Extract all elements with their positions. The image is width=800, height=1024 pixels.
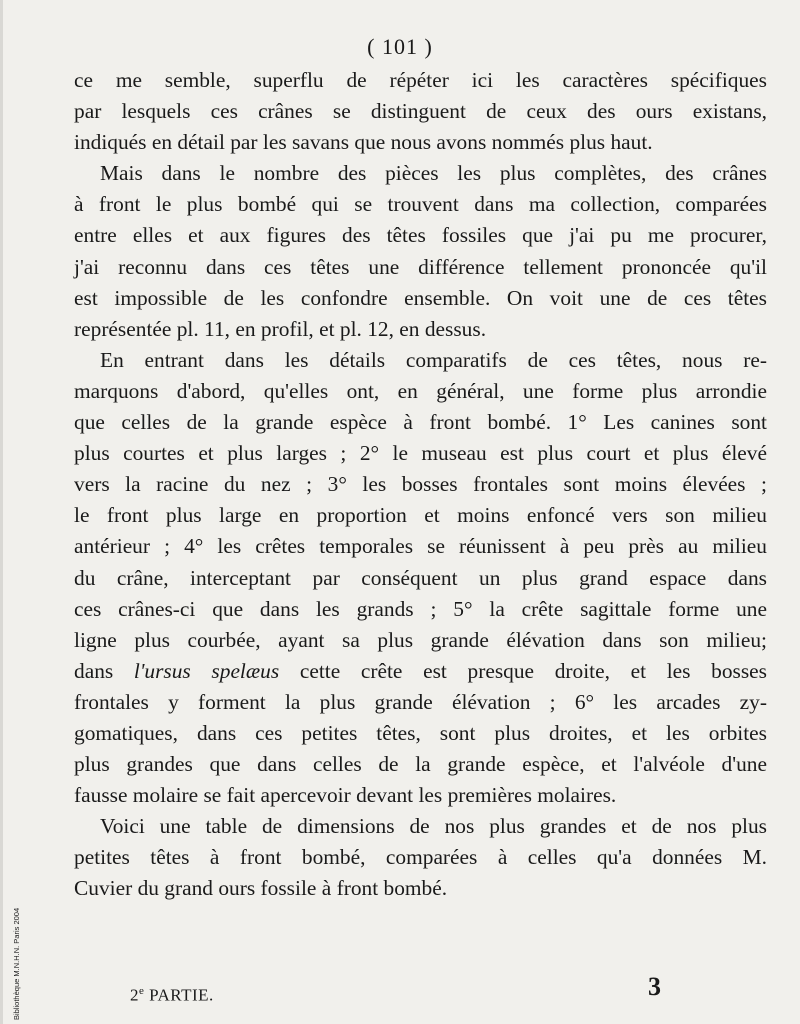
body-text — [74, 65, 767, 905]
text-line: Mais dans le nombre des pièces les plus complètes, des crânes — [100, 161, 767, 186]
text-line: le front plus large en proportion et moins enfoncé vers son milieu — [74, 503, 767, 528]
text-line: ligne plus courbée, ayant sa plus grande élévation dans son milieu; — [74, 627, 767, 652]
signature-label: PARTIE. — [144, 985, 214, 1005]
text-line: que celles de la grande espèce à front bombé. 1° Les canines sont — [74, 410, 767, 435]
library-credit — [0, 880, 21, 1020]
text-line: entre elles et aux figures des têtes fossiles que j'ai pu me procurer, — [74, 223, 767, 248]
text-line: petites têtes à front bombé, comparées à celles qu'a données M. — [74, 845, 767, 870]
text-line: du crâne, interceptant par conséquent un plus grand espace dans — [74, 565, 767, 590]
page-number: ( 101 ) — [367, 34, 433, 59]
text-line: indiqués en détail par les savans que nous avons nommés plus haut. — [74, 130, 653, 155]
text-line: marquons d'abord, qu'elles ont, en général, une forme plus arrondie — [74, 378, 767, 403]
text-line: plus grandes que dans celles de la grande espèce, et l'alvéole d'une — [74, 752, 767, 777]
signature-mark — [130, 985, 214, 1006]
text-line: ces crânes-ci que dans les grands ; 5° la crête sagittale forme une — [74, 596, 767, 621]
text-line: à front le plus bombé qui se trouvent dans ma collection, comparées — [74, 192, 767, 217]
text-line: par lesquels ces crânes se distinguent de ceux des ours existans, — [74, 99, 767, 124]
text-line: Cuvier du grand ours fossile à front bombé. — [74, 876, 448, 901]
page-edge-shadow — [0, 0, 3, 1024]
gathering-number: 3 — [648, 972, 661, 1001]
text-line: gomatiques, dans ces petites têtes, sont plus droites, et les orbites — [74, 720, 767, 745]
text-line: est impossible de les confondre ensemble. On voit une de ces têtes — [74, 285, 767, 310]
text-line: représentée pl. 11, en profil, et pl. 12, en dessus. — [74, 316, 487, 341]
text-line: j'ai reconnu dans ces têtes une différence tellement prononcée qu'il — [74, 254, 767, 279]
signature-number: 2 — [130, 985, 139, 1005]
text-line: ce me semble, superflu de répéter ici les caractères spécifiques — [74, 68, 767, 92]
text-line: Voici une table de dimensions de nos plus grandes et de nos plus — [100, 814, 767, 839]
text-line: antérieur ; 4° les crêtes temporales se réunissent à peu près au milieu — [74, 534, 767, 559]
italic-term: l'ursus spelæus — [133, 658, 280, 683]
text-line: frontales y forment la plus grande élévation ; 6° les arcades zy- — [74, 689, 767, 714]
text-line: plus courtes et plus larges ; 2° le museau est plus court et plus élevé — [74, 441, 767, 466]
text-line: fausse molaire se fait apercevoir devant les premières molaires. — [74, 783, 617, 808]
text-line: dans l'ursus spelæus cette crête est presque droite, et les bosses — [74, 658, 767, 683]
text-line: vers la racine du nez ; 3° les bosses frontales sont moins élevées ; — [74, 472, 767, 497]
signature-superscript: e — [139, 985, 145, 997]
text-line: En entrant dans les détails comparatifs de ces têtes, nous re- — [100, 347, 767, 372]
library-credit-text: Bibliothèque M.N.H.N. Paris 2004 — [12, 907, 21, 1020]
